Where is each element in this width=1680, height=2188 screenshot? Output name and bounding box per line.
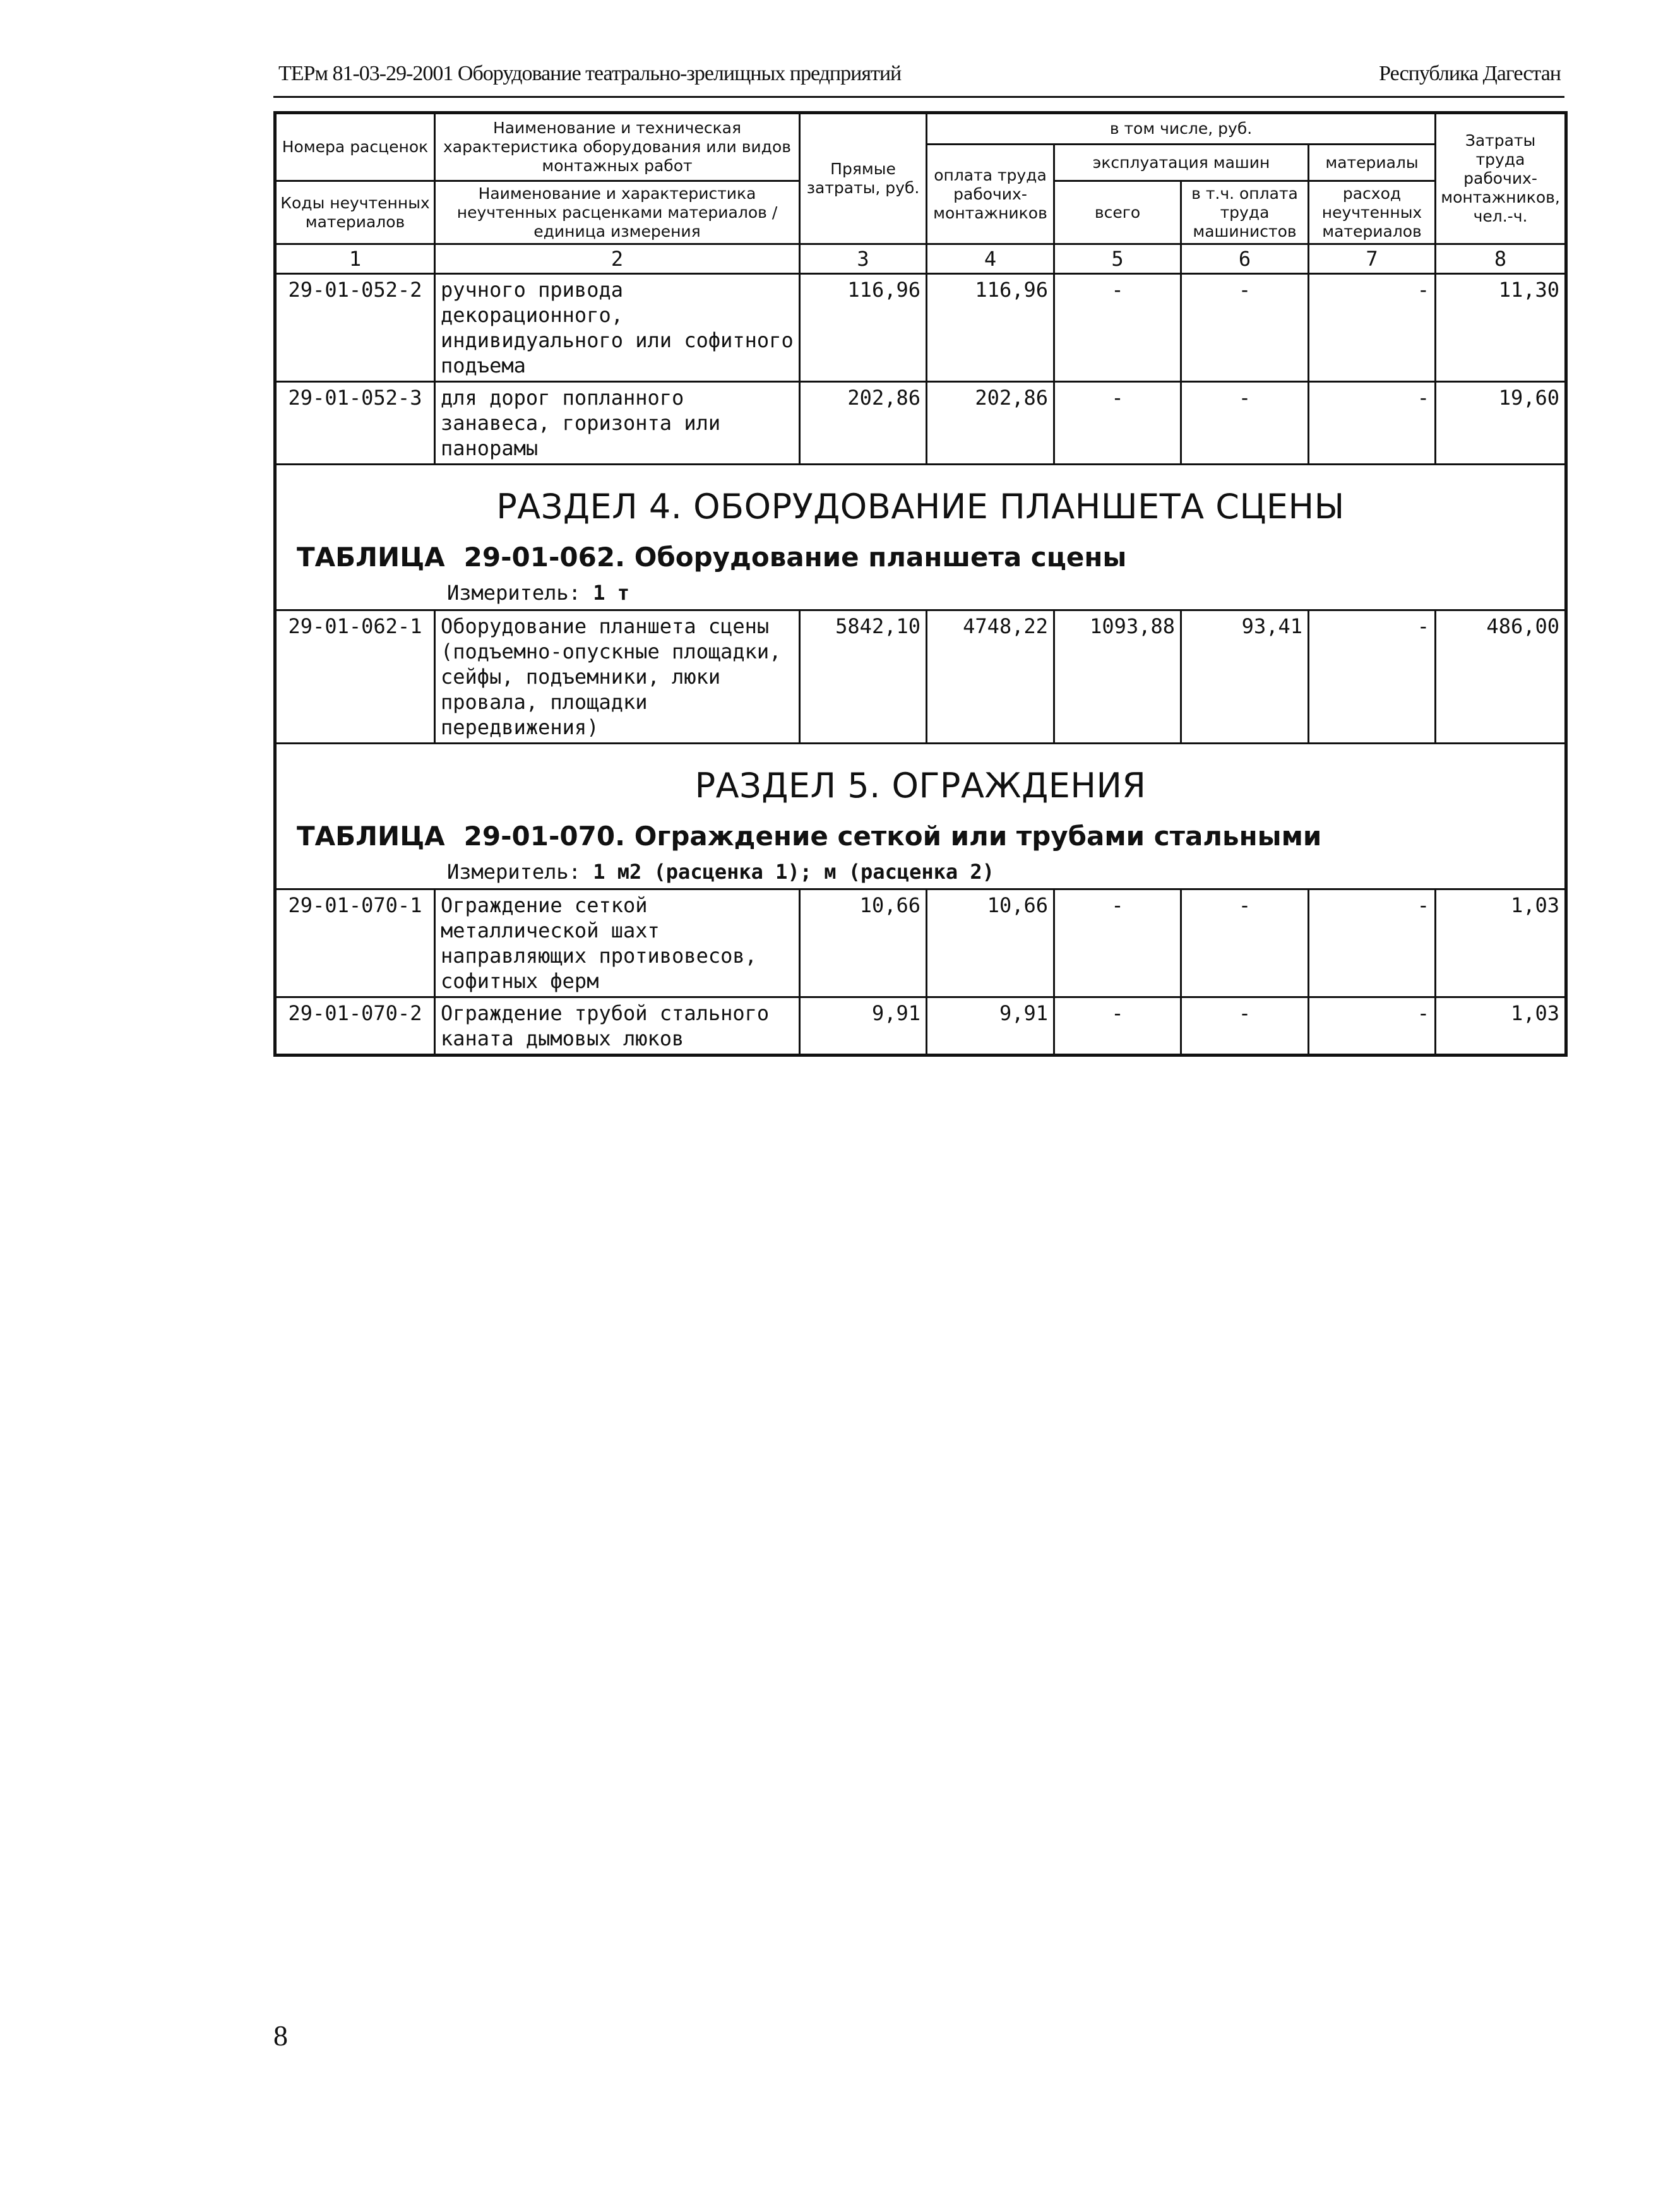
measurement-unit <box>282 574 1559 607</box>
header-work-name: Наименование и техническая характеристика оборудования или видов монтажных работ <box>435 113 800 181</box>
rate-code: 29-01-052-3 <box>275 382 435 465</box>
work-name: ручного привода декорационного, индивидуального или софитного подъема <box>435 274 800 382</box>
document-title: ТЕРм 81-03-29-2001 Оборудование театрально-зрелищных предприятий <box>278 62 902 85</box>
worker-wages: 4748,22 <box>927 610 1054 744</box>
operator-wages: 93,41 <box>1181 610 1309 744</box>
rate-code: 29-01-052-2 <box>275 274 435 382</box>
work-name: Ограждение сеткой металлической шахт направляющих противовесов, софитных ферм <box>435 889 800 997</box>
operator-wages: - <box>1181 274 1309 382</box>
rate-code: 29-01-062-1 <box>275 610 435 744</box>
machines-total: 1093,88 <box>1054 610 1181 744</box>
rate-code: 29-01-070-1 <box>275 889 435 997</box>
meter-value: 1 т <box>593 581 629 605</box>
column-number: 5 <box>1054 244 1181 274</box>
materials: - <box>1309 997 1436 1055</box>
column-numbers-row <box>275 244 1566 274</box>
page-header <box>273 59 1564 98</box>
region-name: Республика Дагестан <box>1379 62 1561 85</box>
worker-wages: 10,66 <box>927 889 1054 997</box>
operator-wages: - <box>1181 997 1309 1055</box>
header-material-names: Наименование и характеристика неучтенных расценками материалов / единица измерения <box>435 181 800 244</box>
header-operator-wages: в т.ч. оплата труда машинистов <box>1181 181 1309 244</box>
direct-costs: 9,91 <box>800 997 927 1055</box>
direct-costs: 202,86 <box>800 382 927 465</box>
machines-total: - <box>1054 997 1181 1055</box>
labor-costs: 19,60 <box>1436 382 1566 465</box>
machines-total: - <box>1054 274 1181 382</box>
meter-label: Измеритель: <box>447 860 581 884</box>
operator-wages: - <box>1181 382 1309 465</box>
work-name: для дорог попланного занавеса, горизонта или панорамы <box>435 382 800 465</box>
worker-wages: 202,86 <box>927 382 1054 465</box>
labor-costs: 11,30 <box>1436 274 1566 382</box>
section-5-row <box>275 744 1566 889</box>
header-machine-operation: эксплуатация машин <box>1054 145 1309 181</box>
direct-costs: 10,66 <box>800 889 927 997</box>
table-row <box>275 274 1566 382</box>
materials: - <box>1309 610 1436 744</box>
column-number: 2 <box>435 244 800 274</box>
column-number: 4 <box>927 244 1054 274</box>
header-rate-numbers: Номера расценок <box>275 113 435 181</box>
column-number: 1 <box>275 244 435 274</box>
meter-value: 1 м2 (расценка 1); м (расценка 2) <box>593 860 994 884</box>
table-name: Ограждение сеткой или трубами стальными <box>634 821 1322 852</box>
worker-wages: 9,91 <box>927 997 1054 1055</box>
column-number: 3 <box>800 244 927 274</box>
column-number: 6 <box>1181 244 1309 274</box>
worker-wages: 116,96 <box>927 274 1054 382</box>
table-label: ТАБЛИЦА <box>297 821 445 852</box>
work-name: Ограждение трубой стального каната дымовых люков <box>435 997 800 1055</box>
table-row <box>275 889 1566 997</box>
section-5-title: РАЗДЕЛ 5. ОГРАЖДЕНИЯ <box>694 766 1147 806</box>
table-name: Оборудование планшета сцены <box>634 542 1127 573</box>
meter-label: Измеритель: <box>447 581 581 605</box>
header-materials: материалы <box>1309 145 1436 181</box>
section-4-title: РАЗДЕЛ 4. ОБОРУДОВАНИЕ ПЛАНШЕТА СЦЕНЫ <box>496 487 1345 526</box>
machines-total: - <box>1054 382 1181 465</box>
column-number: 7 <box>1309 244 1436 274</box>
norms-table <box>273 111 1568 1057</box>
table-29-01-070-title <box>282 820 1559 853</box>
table-code: 29-01-062. <box>463 542 626 573</box>
measurement-unit <box>282 853 1559 886</box>
table-row <box>275 997 1566 1055</box>
labor-costs: 486,00 <box>1436 610 1566 744</box>
materials: - <box>1309 274 1436 382</box>
materials: - <box>1309 382 1436 465</box>
operator-wages: - <box>1181 889 1309 997</box>
header-labor-costs: Затраты труда рабочих-монтажников, чел.-ч. <box>1436 113 1566 244</box>
header-direct-costs: Прямые затраты, руб. <box>800 113 927 244</box>
header-worker-wages: оплата труда рабочих-монтажников <box>927 145 1054 244</box>
header-unaccounted-materials: расход неучтенных материалов <box>1309 181 1436 244</box>
table-code: 29-01-070. <box>463 821 626 852</box>
header-machines-total: всего <box>1054 181 1181 244</box>
header-including: в том числе, руб. <box>927 113 1436 145</box>
column-number: 8 <box>1436 244 1566 274</box>
labor-costs: 1,03 <box>1436 889 1566 997</box>
table-29-01-062-title <box>282 541 1559 574</box>
labor-costs: 1,03 <box>1436 997 1566 1055</box>
table-row <box>275 382 1566 465</box>
page-number: 8 <box>273 2019 288 2052</box>
section-4-row <box>275 465 1566 610</box>
header-material-codes: Коды неучтенных материалов <box>275 181 435 244</box>
table-row <box>275 610 1566 744</box>
rate-code: 29-01-070-2 <box>275 997 435 1055</box>
direct-costs: 116,96 <box>800 274 927 382</box>
machines-total: - <box>1054 889 1181 997</box>
materials: - <box>1309 889 1436 997</box>
work-name: Оборудование планшета сцены (подъемно-опускные площадки, сейфы, подъемники, люки провала, площадки передвижения) <box>435 610 800 744</box>
table-label: ТАБЛИЦА <box>297 542 445 573</box>
direct-costs: 5842,10 <box>800 610 927 744</box>
